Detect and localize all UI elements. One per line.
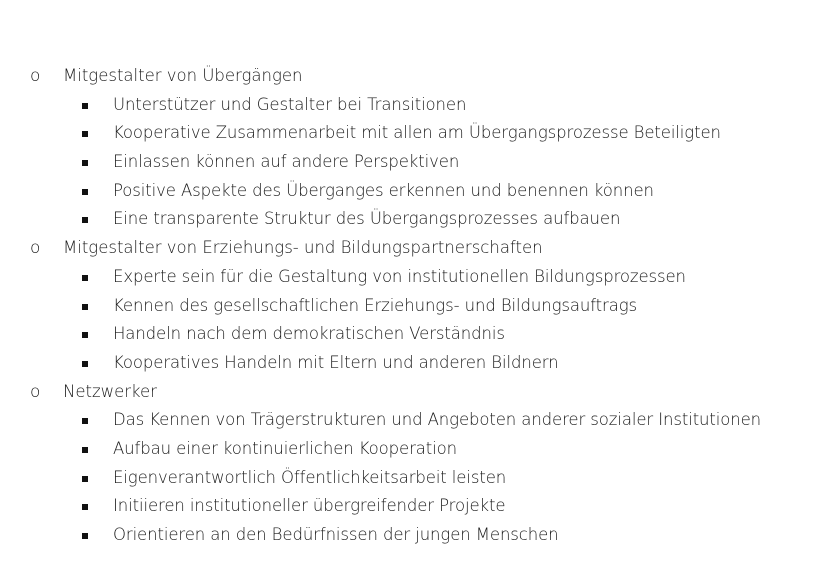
square-bullet-icon (82, 361, 88, 367)
list-item (0, 91, 828, 120)
list-item-text: Initiieren institutioneller übergreifender Projekte (113, 496, 506, 516)
list-item (0, 177, 828, 206)
square-bullet-icon (82, 533, 88, 539)
circle-bullet-icon: o (30, 66, 41, 86)
list-item-text: Kooperatives Handeln mit Eltern und anderen Bildnern (113, 352, 559, 372)
circle-bullet-icon: o (30, 381, 41, 402)
list-item-text: Kooperative Zusammenarbeit mit allen am Übergangsprozesse Beteiligten (113, 123, 721, 143)
list-item-text: Orientieren an den Bedürfnissen der jungen Menschen (113, 525, 559, 544)
list-item (0, 406, 828, 435)
list-item-text: Das Kennen von Trägerstrukturen und Angeboten anderer sozialer Institutionen (113, 410, 762, 430)
square-bullet-icon (82, 304, 88, 310)
bullet-list-document (0, 62, 828, 550)
section-heading (0, 378, 828, 407)
square-bullet-icon (82, 275, 88, 281)
list-item (0, 148, 828, 177)
square-bullet-icon (82, 418, 88, 424)
square-bullet-icon (82, 476, 88, 482)
list-item-text: Einlassen können auf andere Perspektiven (113, 152, 460, 172)
list-item-text: Eine transparente Struktur des Übergangsprozesses aufbauen (113, 209, 621, 229)
square-bullet-icon (82, 103, 88, 109)
list-item (0, 205, 828, 234)
section-heading (0, 62, 828, 91)
list-item (0, 435, 828, 464)
list-item (0, 320, 828, 349)
square-bullet-icon (82, 504, 88, 510)
list-item (0, 521, 828, 550)
square-bullet-icon (82, 332, 88, 338)
list-item-text: Kennen des gesellschaftlichen Erziehungs- und Bildungsauftrags (113, 295, 638, 315)
list-item (0, 263, 828, 292)
section-title: Mitgestalter von Erziehungs- und Bildungspartnerschaften (63, 238, 543, 258)
list-item-text: Positive Aspekte des Überganges erkennen und benennen können (113, 180, 654, 200)
list-item (0, 292, 828, 321)
list-item-text: Handeln nach dem demokratischen Verständnis (113, 324, 505, 344)
list-item (0, 492, 828, 521)
square-bullet-icon (82, 131, 88, 137)
list-item (0, 464, 828, 493)
circle-bullet-icon: o (30, 238, 41, 259)
section-heading (0, 234, 828, 263)
square-bullet-icon (82, 447, 88, 453)
list-item-text: Eigenverantwortlich Öffentlichkeitsarbeit leisten (113, 467, 507, 487)
list-item (0, 119, 828, 148)
section-title: Netzwerker (63, 381, 157, 401)
list-item-text: Unterstützer und Gestalter bei Transitionen (113, 94, 467, 114)
square-bullet-icon (82, 217, 88, 223)
square-bullet-icon (82, 160, 88, 166)
square-bullet-icon (82, 189, 88, 195)
section-title: Mitgestalter von Übergängen (63, 66, 303, 85)
list-item-text: Aufbau einer kontinuierlichen Kooperation (113, 438, 457, 458)
list-item-text: Experte sein für die Gestaltung von institutionellen Bildungsprozessen (113, 266, 686, 286)
list-item (0, 349, 828, 378)
